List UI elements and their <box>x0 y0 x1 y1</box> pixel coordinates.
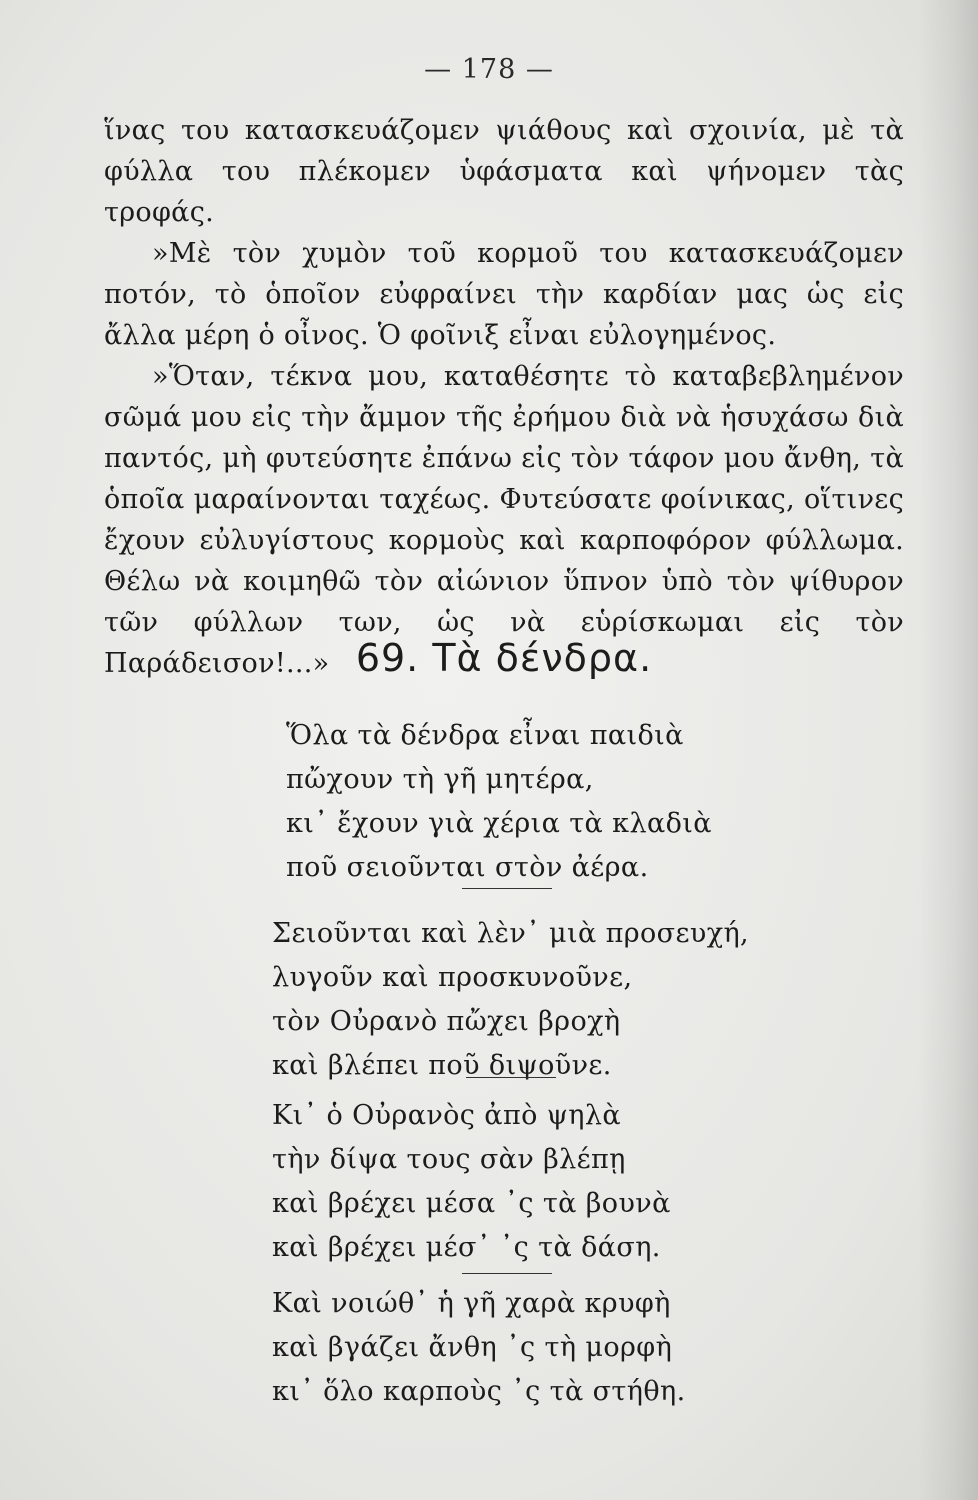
prose-paragraph: ἵνας του κατασκευάζομεν ψιάθους καὶ σχοινία, μὲ τὰ φύλλα του πλέκομεν ὑφάσματα καὶ ψήνομεν τὰς τροφάς. <box>104 115 904 228</box>
poem-stanza <box>272 1282 832 1414</box>
poem-line: καὶ βρέχει μέσ᾽ ᾽ς τὰ δάση. <box>272 1232 661 1263</box>
stanza-divider <box>462 888 552 889</box>
poem-line: καὶ βλέπει ποῦ διψοῦνε. <box>272 1050 612 1081</box>
poem-stanza <box>286 714 846 890</box>
poem-line: πὤχουν τὴ γῆ μητέρα, <box>286 764 594 795</box>
poem-stanza <box>272 1094 832 1270</box>
stanza-divider <box>462 1273 552 1274</box>
poem-line: καὶ βγάζει ἄνθη ᾽ς τὴ μορφὴ <box>272 1332 673 1363</box>
poem-line: λυγοῦν καὶ προσκυνοῦνε, <box>272 962 633 993</box>
poem-line: Σειοῦνται καὶ λὲν᾽ μιὰ προσευχή, <box>272 918 750 949</box>
poem-line: Ὅλα τὰ δένδρα εἶναι παιδιὰ <box>286 720 684 751</box>
stanza-divider <box>466 1077 556 1078</box>
poem-line: τὸν Οὐρανὸ πὤχει βροχὴ <box>272 1006 621 1037</box>
poem-line: κι᾽ ἔχουν γιὰ χέρια τὰ κλαδιὰ <box>286 808 712 839</box>
prose-paragraph: »Ὅταν, τέκνα μου, καταθέσητε τὸ καταβεβλημένον σῶμά μου εἰς τὴν ἄμμον τῆς ἐρήμου διὰ νὰ ἡσυχάσω διὰ παντός, μὴ φυτεύσητε ἐπάνω εἰς τὸν τάφον μου ἄνθη, τὰ ὁποῖα μαραίνονται ταχέως. Φυτεύσατε φοίνικας, οἵτινες ἔχουν εὐλυγίστους κορμοὺς καὶ καρποφόρον φύλλωμα. Θέλω νὰ κοιμηθῶ τὸν αἰώνιον ὕπνον ὑπὸ τὸν ψίθυρον τῶν φύλλων των, ὡς νὰ εὑρίσκωμαι εἰς τὸν Παράδεισον!...» <box>104 361 904 679</box>
poem-line: ποῦ σειοῦνται στὸν ἀέρα. <box>286 852 649 883</box>
page-number: — 178 — <box>424 54 554 85</box>
poem-line: τὴν δίψα τους σὰν βλέπῃ <box>272 1144 626 1175</box>
poem-line: Καὶ νοιώθ᾽ ἡ γῆ χαρὰ κρυφὴ <box>272 1288 671 1319</box>
poem-line: καὶ βρέχει μέσα ᾽ς τὰ βουνὰ <box>272 1188 671 1219</box>
prose-paragraph: »Μὲ τὸν χυμὸν τοῦ κορμοῦ του κατασκευάζομεν ποτόν, τὸ ὁποῖον εὐφραίνει τὴν καρδίαν μας ὡς εἰς ἄλλα μέρη ὁ οἶνος. Ὁ φοῖνιξ εἶναι εὐλογημένος. <box>104 238 904 351</box>
prose-block <box>104 110 904 684</box>
poem-line: κι᾽ ὅλο καρποὺς ᾽ς τὰ στήθη. <box>272 1376 686 1407</box>
poem-stanza <box>272 912 832 1088</box>
poem-line: Κι᾽ ὁ Οὐρανὸς ἀπὸ ψηλὰ <box>272 1100 622 1131</box>
section-title: 69. Τὰ δένδρα. <box>355 636 653 680</box>
page-gutter-shadow <box>918 0 978 1500</box>
